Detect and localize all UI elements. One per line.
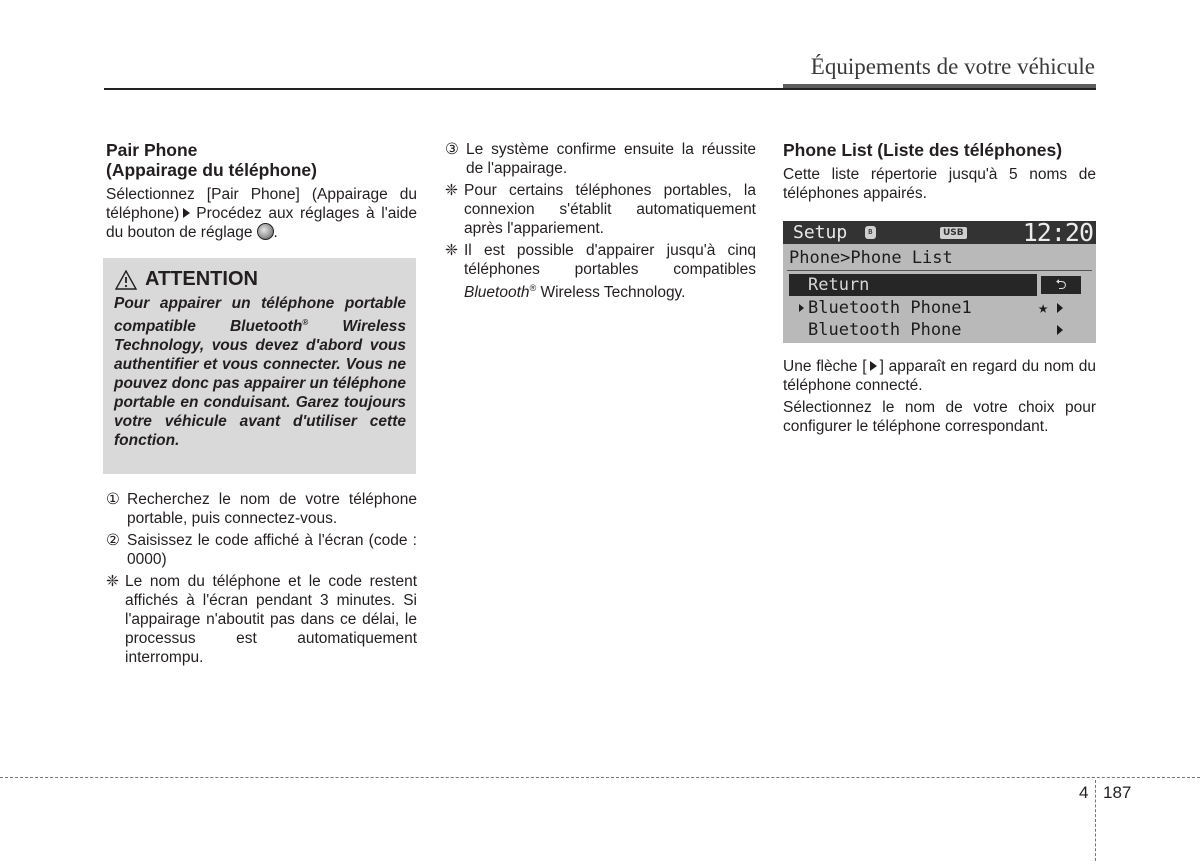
note-marker: ❈ — [106, 573, 119, 590]
header-rule — [104, 88, 1096, 90]
pair-phone-heading — [106, 140, 417, 180]
chevron-right-icon — [1057, 303, 1063, 313]
pair-phone-intro-end: . — [273, 224, 278, 241]
arrow-explanation — [783, 357, 1096, 395]
pair-phone-heading-line2: (Appairage du téléphone) — [106, 160, 317, 180]
registered-mark: ® — [529, 283, 537, 293]
screen-phone-row[interactable] — [783, 297, 1096, 319]
column-phone-list — [783, 140, 1096, 206]
column-pair-phone — [106, 140, 417, 245]
screen-phone-row[interactable] — [783, 319, 1096, 341]
phone-name: Bluetooth Phone — [808, 320, 962, 340]
bluetooth-icon: ʙ — [865, 226, 876, 239]
pair-phone-heading-line1: Pair Phone — [106, 140, 198, 160]
note-marker: ❈ — [445, 182, 458, 199]
arrow-explanation-part1: Une flèche [ — [783, 358, 867, 375]
chevron-right-icon — [1057, 325, 1063, 335]
pair-phone-intro — [106, 185, 417, 242]
bluetooth-brand: Bluetooth — [464, 284, 530, 302]
step-text: Recherchez le nom de votre téléphone portable, puis connectez-vous. — [127, 491, 417, 527]
arrow-right-icon — [870, 361, 877, 371]
screen-return-row[interactable] — [783, 274, 1096, 296]
column-pair-continued — [445, 140, 756, 305]
footer-rule — [0, 777, 1200, 778]
pair-phone-intro-part2: Procédez aux réglages à l'aide du bouton de réglage — [106, 205, 417, 241]
step-marker: ② — [106, 532, 120, 549]
note-text: Le nom du téléphone et le code restent affichés à l'écran pendant 3 minutes. Si l'appairage n'aboutit pas dans ce délai, le processus est automatiquement interrompu. — [125, 573, 417, 666]
arrow-explanation-part2: ] apparaît en regard du nom du téléphone connecté. — [783, 358, 1096, 394]
note-text-part2: Wireless Technology. — [536, 284, 686, 302]
step-marker: ③ — [445, 141, 459, 158]
back-icon[interactable]: ⮌ — [1041, 276, 1081, 294]
phone-list-screen — [783, 221, 1096, 343]
pair-phone-intro-part1: Sélectionnez [Pair Phone] (Appairage du téléphone) — [106, 186, 417, 222]
usb-icon: USB — [940, 227, 967, 239]
step-text: Saisissez le code affiché à l'écran (code : 0000) — [127, 532, 417, 568]
step-note — [106, 572, 417, 667]
return-label: Return — [808, 275, 870, 295]
attention-text-part1: Pour appairer un téléphone portable compatible Bluetooth — [114, 295, 406, 336]
step-item — [106, 490, 417, 528]
tune-knob-icon — [257, 223, 274, 240]
screen-breadcrumb: Phone>Phone List — [789, 248, 953, 268]
step-marker: ① — [106, 491, 120, 508]
connected-arrow-icon — [799, 304, 804, 312]
screen-title: Setup — [793, 222, 848, 243]
phone-list-intro: Cette liste répertorie jusqu'à 5 noms de téléphones appairés. — [783, 166, 1096, 202]
attention-header — [115, 268, 406, 291]
registered-mark: ® — [302, 318, 309, 327]
attention-text-part2: Wireless Technology, vous devez d'abord vous authentifier et vous connecter. Vous ne pouvez donc pas appairer un téléphone portable en conduisant. Garez toujours votre véhicule avant d'utiliser cette fonction. — [114, 318, 406, 450]
screen-divider — [787, 270, 1092, 271]
page-header-title: Équipements de votre véhicule — [810, 54, 1095, 79]
step-item — [106, 531, 417, 569]
note-item — [445, 241, 756, 302]
attention-box — [103, 258, 416, 474]
chapter-number: 4 — [1079, 783, 1089, 802]
pair-phone-steps — [106, 490, 417, 670]
step-item — [445, 140, 756, 178]
star-icon: ★ — [1038, 298, 1049, 318]
warning-triangle-icon — [115, 270, 137, 290]
phone-list-notes — [783, 357, 1096, 439]
phone-list-heading: Phone List (Liste des téléphones) — [783, 140, 1063, 160]
phone-name: Bluetooth Phone1 — [808, 298, 972, 318]
step-text: Le système confirme ensuite la réussite de l'appairage. — [466, 141, 756, 177]
note-item — [445, 181, 756, 238]
arrow-right-icon — [183, 208, 190, 218]
select-instruction: Sélectionnez le nom de votre choix pour configurer le téléphone correspondant. — [783, 399, 1096, 435]
page-number: 187 — [1103, 783, 1132, 802]
footer-divider — [1095, 780, 1096, 861]
note-text: Pour certains téléphones portables, la connexion s'établit automatiquement après l'appariement. — [464, 182, 756, 237]
screen-clock: 12:20 — [1022, 221, 1093, 247]
note-marker: ❈ — [445, 242, 458, 259]
attention-text — [114, 294, 406, 450]
note-text-part1: Il est possible d'appairer jusqu'à cinq téléphones portables compatibles — [464, 242, 756, 278]
attention-title: ATTENTION — [145, 268, 258, 290]
